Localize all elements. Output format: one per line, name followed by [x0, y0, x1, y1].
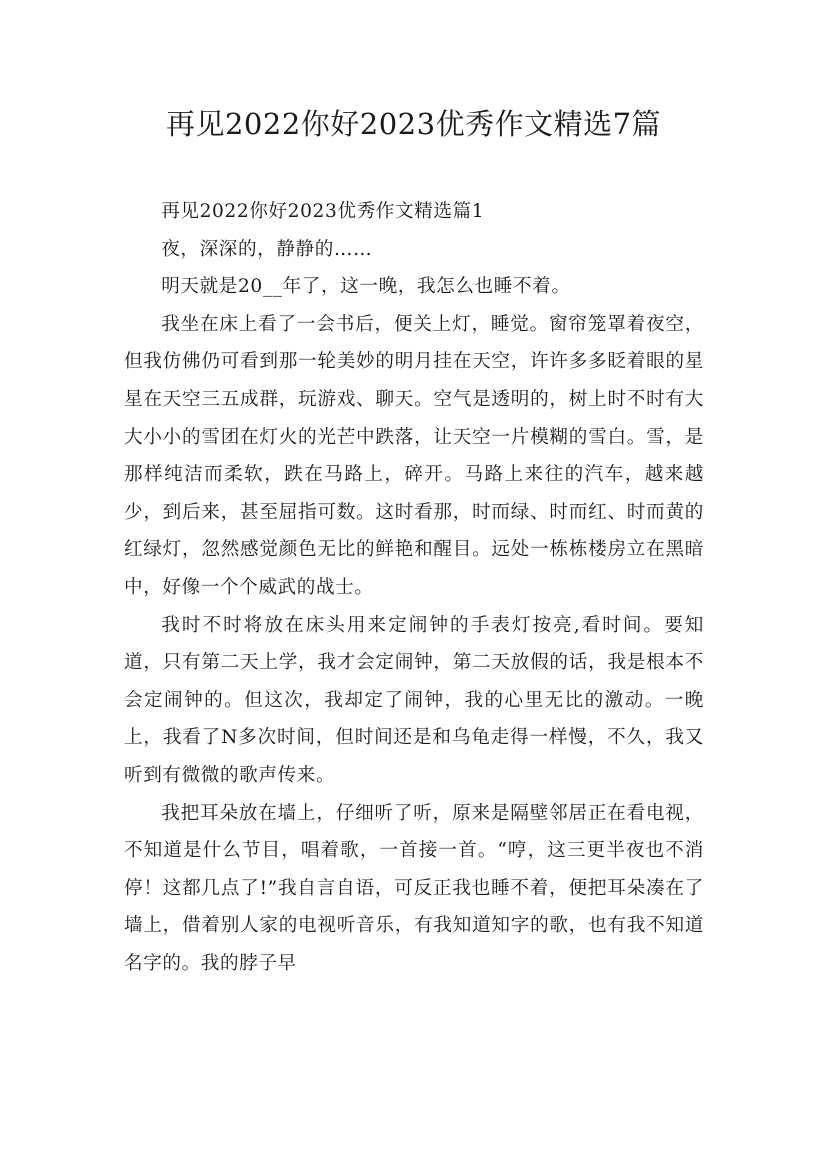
- paragraph: 明天就是20__年了，这一晚，我怎么也睡不着。: [161, 276, 571, 298]
- paragraph: 夜，深深的，静静的……: [161, 238, 373, 260]
- document-body: [124, 193, 704, 982]
- paragraph: 我时不时将放在床头用来定闹钟的手表灯按亮,看时间。要知道，只有第二天上学，我才会定闹钟，第二天放假的话，我是根本不会定闹钟的。但这次，我却定了闹钟，我的心里无比的激动。一晚上，我看了N多次时间，但时间还是和乌龟走得一样慢，不久，我又听到有微微的歌声传来。: [124, 614, 704, 786]
- paragraph-subtitle: 再见2022你好2023优秀作文精选篇1: [161, 201, 485, 222]
- paragraph: 我把耳朵放在墙上，仔细听了听，原来是隔壁邻居正在看电视，不知道是什么节目，唱着歌，一首接一首。“哼，这三更半夜也不消停！这都几点了!”我自言自语，可反正我也睡不着，便把耳朵凑在了墙上，借着别人家的电视听音乐，有我知道知字的歌，也有我不知道名字的。我的脖子早: [124, 802, 704, 974]
- paragraph: 我坐在床上看了一会书后，便关上灯，睡觉。窗帘笼罩着夜空，但我仿佛仍可看到那一轮美妙的明月挂在天空，许许多多眨着眼的星星在天空三五成群，玩游戏、聊天。空气是透明的，树上时不时有大大小小的雪团在灯火的光芒中跌落，让天空一片模糊的雪白。雪，是那样纯洁而柔软，跌在马路上，碎开。马路上来往的汽车，越来越少，到后来，甚至屈指可数。这时看那，时而绿、时而红、时而黄的红绿灯，忽然感觉颜色无比的鲜艳和醒目。远处一栋栋楼房立在黑暗中，好像一个个威武的战士。: [124, 313, 704, 598]
- document-title: 再见2022你好2023优秀作文精选7篇: [165, 107, 662, 141]
